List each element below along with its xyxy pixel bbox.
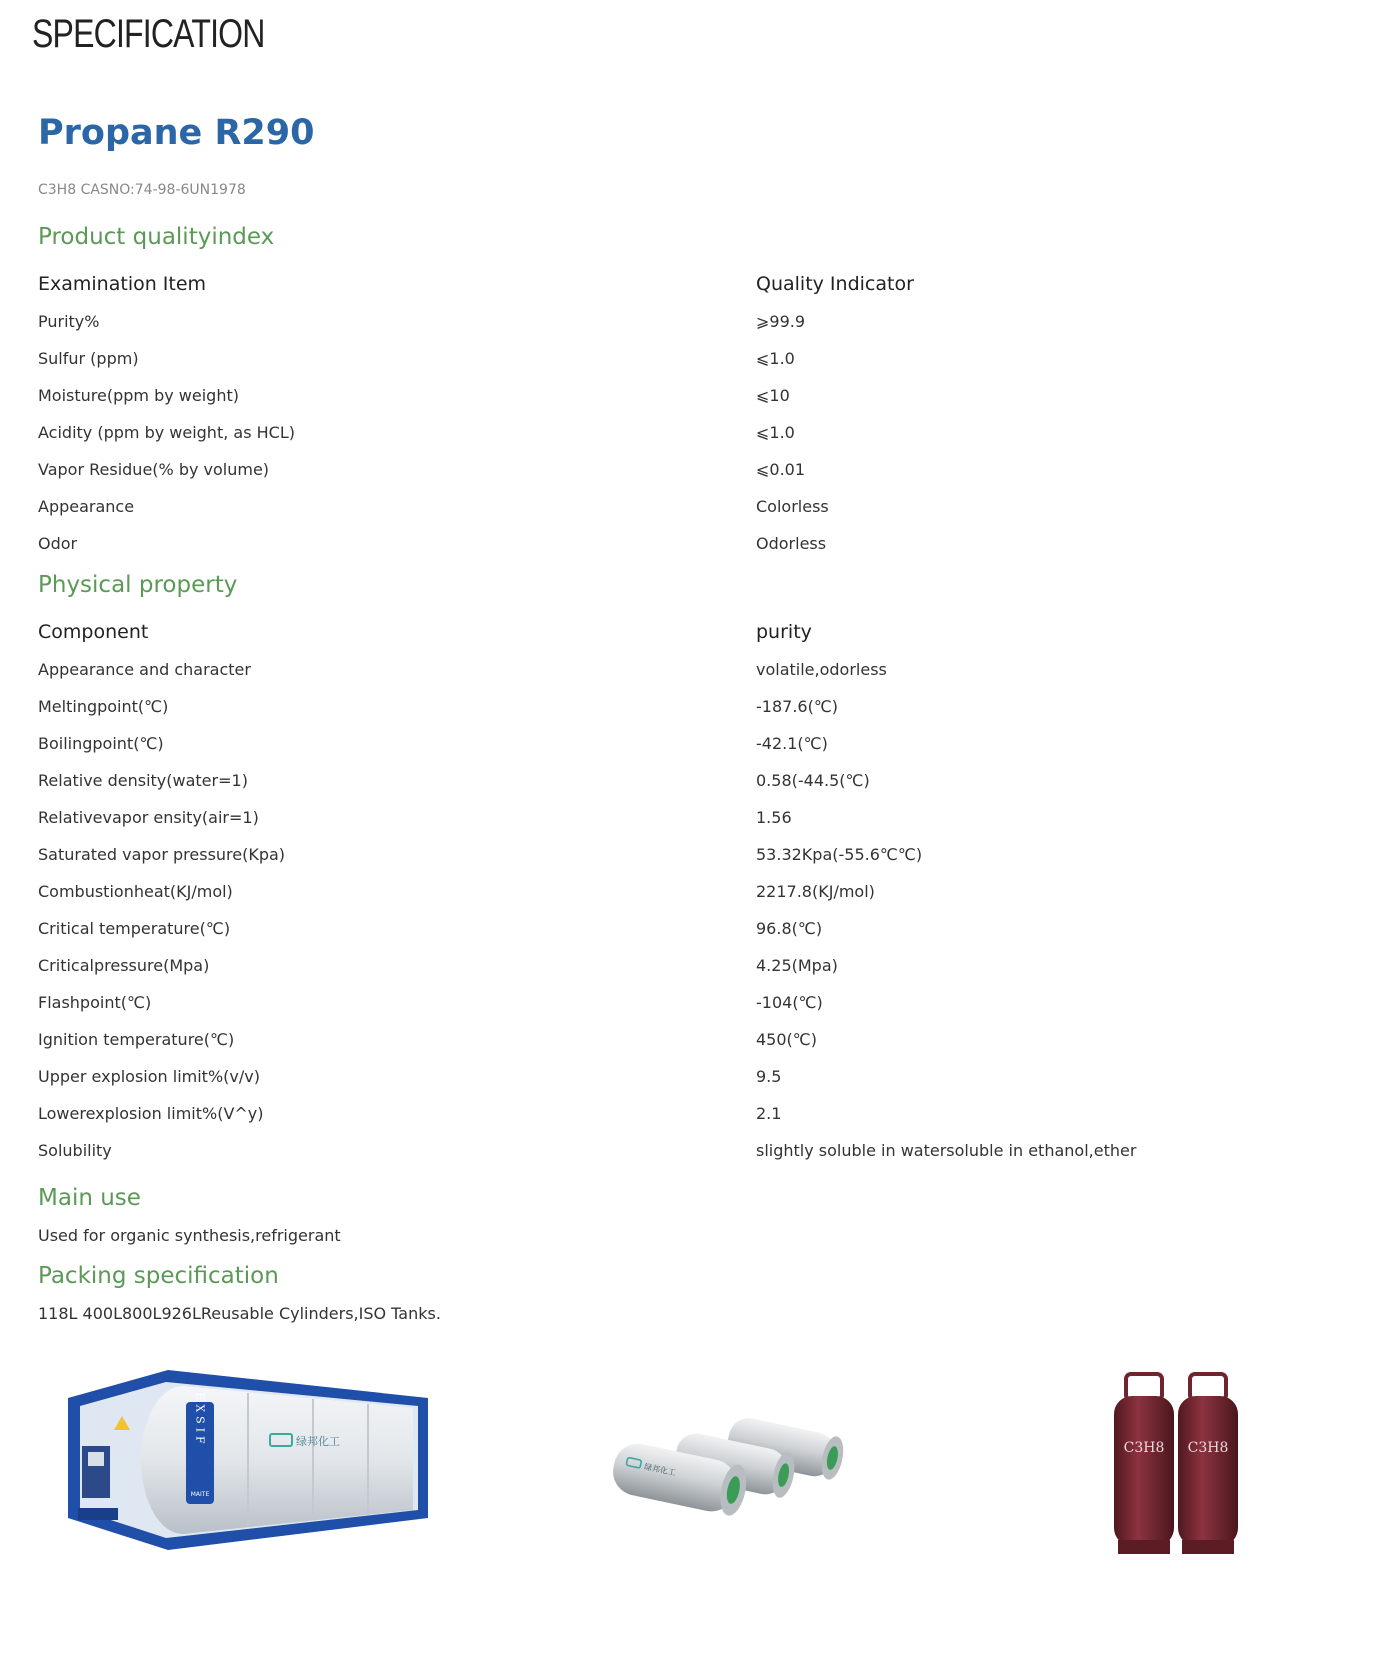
product-identifiers: C3H8 CASNO:74-98-6UN1978 — [38, 182, 246, 198]
row-value: 1.56 — [756, 808, 792, 827]
table-row — [38, 303, 1338, 340]
main-use-text: Used for organic synthesis,refrigerant — [38, 1226, 341, 1245]
row-item: Criticalpressure(Mpa) — [38, 956, 210, 975]
table-row — [38, 1021, 1338, 1058]
page-heading: SPECIFICATION — [32, 12, 265, 56]
table-row — [38, 725, 1338, 762]
row-item: Sulfur (ppm) — [38, 349, 139, 368]
table-row — [38, 984, 1338, 1021]
exsif-side-sublabel: MAITE — [190, 1491, 210, 1498]
row-value: ⩾99.9 — [756, 312, 806, 331]
physical-header-purity: purity — [756, 621, 812, 643]
row-item: Critical temperature(℃) — [38, 919, 231, 938]
table-row — [38, 651, 1338, 688]
tank-shell — [183, 1386, 413, 1534]
tank-brand-label: 绿邦化工 — [296, 1435, 340, 1448]
row-value: Colorless — [756, 497, 829, 516]
table-row — [38, 799, 1338, 836]
lpg-cylinders-image — [1108, 1372, 1248, 1558]
table-row — [38, 688, 1338, 725]
row-value: ⩽0.01 — [756, 460, 806, 479]
lpg-label-right: C3H8 — [1187, 1440, 1229, 1456]
row-value: ⩽10 — [756, 386, 790, 405]
spec-content — [38, 108, 1338, 1325]
main-use-section-title: Main use — [38, 1185, 141, 1211]
row-value: 96.8(℃) — [756, 919, 823, 938]
row-item: Relative density(water=1) — [38, 771, 248, 790]
table-row — [38, 377, 1338, 414]
packing-text: 118L 400L800L926LReusable Cylinders,ISO Tanks. — [38, 1304, 441, 1323]
lpg-label-left: C3H8 — [1123, 1440, 1165, 1456]
row-item: Solubility — [38, 1141, 112, 1160]
quality-header-item: Examination Item — [38, 273, 207, 295]
row-item: Flashpoint(℃) — [38, 993, 152, 1012]
quality-table-header — [38, 269, 1338, 299]
row-item: Acidity (ppm by weight, as HCL) — [38, 423, 295, 442]
table-row — [38, 1095, 1338, 1132]
exsif-side-label: EXSIF — [193, 1392, 207, 1448]
table-row — [38, 1058, 1338, 1095]
row-item: Appearance and character — [38, 660, 251, 679]
table-row — [38, 488, 1338, 525]
product-title: Propane R290 — [38, 113, 315, 153]
row-value: 4.25(Mpa) — [756, 956, 838, 975]
row-item: Purity% — [38, 312, 100, 331]
table-row — [38, 873, 1338, 910]
physical-header-component: Component — [38, 621, 149, 643]
row-item: Vapor Residue(% by volume) — [38, 460, 270, 479]
table-row — [38, 414, 1338, 451]
table-row — [38, 340, 1338, 377]
row-value: 2217.8(KJ/mol) — [756, 882, 875, 901]
packaging-images — [0, 1368, 1376, 1660]
physical-section-title: Physical property — [38, 572, 238, 598]
row-item: Boilingpoint(℃) — [38, 734, 164, 753]
physical-table-header — [38, 617, 1338, 647]
row-value: ⩽1.0 — [756, 349, 795, 368]
table-row — [38, 525, 1338, 562]
row-value: -187.6(℃) — [756, 697, 839, 716]
row-value: 0.58(-44.5(℃) — [756, 771, 870, 790]
row-item: Upper explosion limit%(v/v) — [38, 1067, 260, 1086]
row-item: Relativevapor ensity(air=1) — [38, 808, 259, 827]
row-item: Lowerexplosion limit%(V^y) — [38, 1104, 264, 1123]
row-value: 2.1 — [756, 1104, 782, 1123]
quality-header-indicator: Quality Indicator — [756, 273, 914, 295]
quality-table — [38, 303, 1338, 562]
row-value: ⩽1.0 — [756, 423, 795, 442]
row-item: Meltingpoint(℃) — [38, 697, 169, 716]
row-item: Odor — [38, 534, 78, 553]
row-value: -42.1(℃) — [756, 734, 828, 753]
row-item: Combustionheat(KJ/mol) — [38, 882, 233, 901]
row-item: Moisture(ppm by weight) — [38, 386, 239, 405]
row-value: volatile,odorless — [756, 660, 887, 679]
table-row — [38, 836, 1338, 873]
small-cylinders-image — [606, 1412, 856, 1532]
row-item: Ignition temperature(℃) — [38, 1030, 235, 1049]
cylinder-brand-label: 绿邦化工 — [643, 1462, 677, 1478]
table-row — [38, 762, 1338, 799]
row-item: Appearance — [38, 497, 135, 516]
table-row — [38, 451, 1338, 488]
iso-tank-image — [58, 1368, 448, 1558]
packing-section-title: Packing specification — [38, 1263, 279, 1289]
row-value: -104(℃) — [756, 993, 823, 1012]
physical-table — [38, 651, 1338, 1169]
row-value: 9.5 — [756, 1067, 782, 1086]
row-item: Saturated vapor pressure(Kpa) — [38, 845, 286, 864]
row-value: slightly soluble in watersoluble in ethanol,ether — [756, 1141, 1137, 1160]
quality-section-title: Product qualityindex — [38, 224, 275, 250]
row-value: 53.32Kpa(-55.6℃℃) — [756, 845, 923, 864]
row-value: 450(℃) — [756, 1030, 817, 1049]
table-row — [38, 910, 1338, 947]
table-row — [38, 1132, 1338, 1169]
row-value: Odorless — [756, 534, 827, 553]
table-row — [38, 947, 1338, 984]
